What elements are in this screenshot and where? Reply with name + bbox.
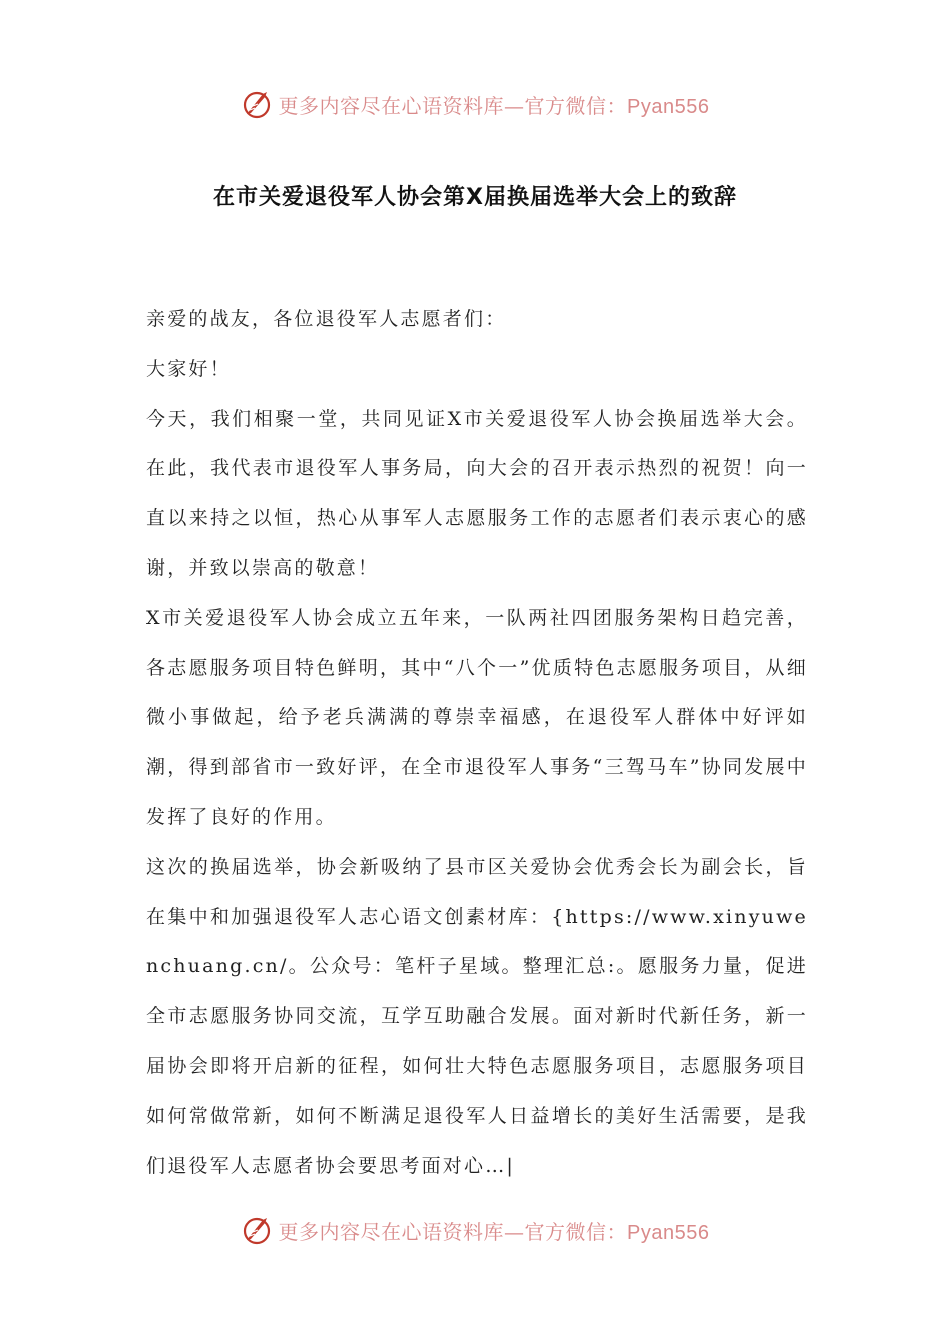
body-paragraph: 今天，我们相聚一堂，共同见证X市关爱退役军人协会换届选举大会。在此，我代表市退役军人事务局，向大会的召开表示热烈的祝贺！向一直以来持之以恒，热心从事军人志愿服务工作的志愿者们表示衷心的感谢，并致以崇高的敬意！ <box>146 407 808 579</box>
footer-banner-text: 更多内容尽在心语资料库—官方微信：Pyan556 <box>278 1219 710 1244</box>
header-banner <box>0 84 950 124</box>
footer-banner <box>0 1210 950 1250</box>
greeting-paragraph: 大家好！ <box>146 357 231 380</box>
body-paragraph: 这次的换届选举，协会新吸纳了县市区关爱协会优秀会长为副会长，旨在集中和加强退役军人志心语文创素材库：{https://www.xinyuwenchuang.cn/。公众号：笔杆子星域。整理汇总:。愿服务力量，促进全市志愿服务协同交流，互学互助融合发展。面对新时代新任务，新一届协会即将开启新的征程，如何壮大特色志愿服务项目，志愿服务项目如何常做常新，如何不断满足退役军人日益增长的美好生活需要，是我们退役军人志愿者协会要思考面对心…| <box>146 855 808 1177</box>
footer-wechat-id: Pyan556 <box>627 1221 710 1244</box>
quill-pen-logo-icon <box>241 1214 273 1246</box>
quill-pen-logo-icon <box>241 88 273 120</box>
document-title: 在市关爱退役军人协会第X届换届选举大会上的致辞 <box>213 185 737 210</box>
body-paragraph: X市关爱退役军人协会成立五年来，一队两社四团服务架构日趋完善，各志愿服务项目特色鲜明，其中“八个一”优质特色志愿服务项目，从细微小事做起，给予老兵满满的尊崇幸福感，在退役军人群体中好评如潮，得到部省市一致好评，在全市退役军人事务“三驾马车”协同发展中发挥了良好的作用。 <box>146 606 808 828</box>
header-banner-text: 更多内容尽在心语资料库—官方微信：Pyan556 <box>278 93 710 118</box>
document-body <box>146 295 808 1191</box>
header-wechat-id: Pyan556 <box>627 95 710 118</box>
salutation-paragraph: 亲爱的战友，各位退役军人志愿者们： <box>146 308 507 330</box>
